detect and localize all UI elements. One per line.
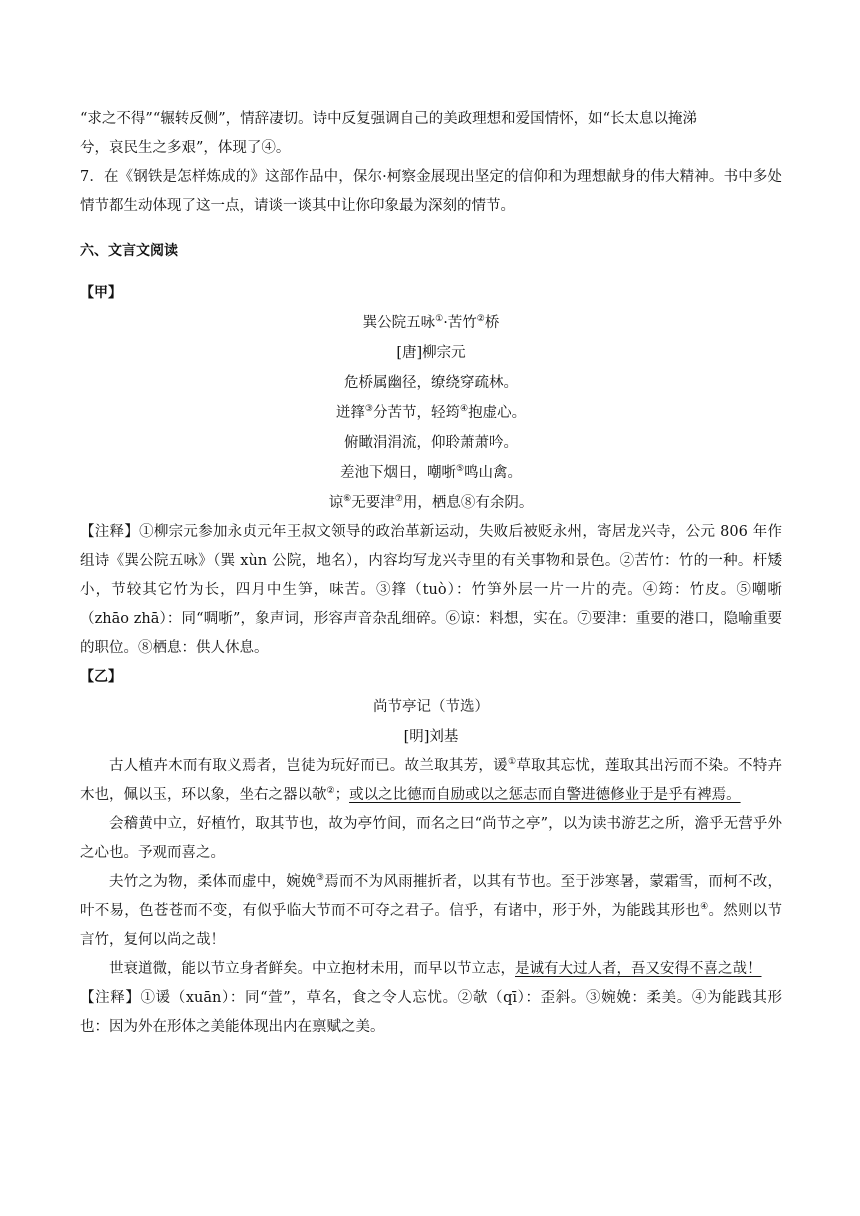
essay-paragraph-1: 古人植卉木而有取义焉者，岂徒为玩好而已。故兰取其芳，谖①草取其忘忧，莲取其出污而不染。不特卉木也，佩以玉，环以象，坐右之器以欹②；或以之比德而自励或以之惩志而自警进德修业于是乎有裨焉。 [80,757,783,803]
prev-answer-line-1: “求之不得”“辗转反侧”，情辞凄切。诗中反复强调自己的美政理想和爱国情怀，如“长太息以掩涕 [80,111,698,127]
poem-line: 谅⑥无要津⑦用，栖息⑧有余阴。 [328,494,534,511]
underlined-sentence: 是诚有大过人者，吾又安得不喜之哉！ [515,961,762,977]
poem-author: [唐]柳宗元 [396,345,466,361]
yi-label: 【乙】 [80,669,122,685]
jia-label: 【甲】 [80,285,122,301]
document-page [80,105,782,1042]
emphasis-char: 以 [472,874,487,890]
prev-answer-line-2: 兮，哀民生之多艰”，体现了④。 [80,140,291,156]
question-7: 7．在《钢铁是怎样炼成的》这部作品中，保尔·柯察金展现出坚定的信仰和为理想献身的伟大精神。书中多处情节都生动体现了这一点，请谈一谈其中让你印象最为深刻的情节。 [80,169,782,214]
jia-notes: 【注释】①柳宗元参加永贞元年王叔文领导的政治革新运动，失败后被贬永州，寄居龙兴寺，公元 806 年作组诗《巽公院五咏》（巽 xùn 公院，地名），内容均写龙兴寺里的有关事物和景色。②苦竹：竹的一种。杆矮小，节较其它竹为长，四月中生笋，味苦。③箨（tuò）：竹笋外层一片一片的壳。④筠：竹皮。⑤嘲哳（zhāo zhā）：同“啁哳”，象声词，形容声音杂乱细碎。⑥谅：料想，实在。⑦要津：重要的港口，隐喻重要的职位。⑧栖息：供人休息。 [80,524,782,656]
poem [80,308,782,518]
poem-line: 俯瞰涓涓流，仰聆萧萧吟。 [344,435,518,451]
emphasis-char: 特 [752,758,768,774]
poem-line: 差池下烟日，嘲哳⑤鸣山禽。 [339,464,523,481]
yi-notes: 【注释】①谖（xuān）：同“萱”，草名，食之令人忘忧。②欹（qī）：歪斜。③婉娩：柔美。④为能践其形也：因为外在形体之美能体现出内在禀赋之美。 [80,990,782,1035]
essay-paragraph-4: 世衰道微，能以节立身者鲜矣。中立抱材未用，而早以节立志，是诚有大过人者，吾又安得不喜之哉！ [109,961,762,977]
essay-paragraph-2: 会稽黄中立，好植竹，取其节也，故为亭竹间，而名之曰“尚节之亭”，以为读书游艺之所，澹乎无营乎外之心也。予观而喜之。 [80,816,782,861]
emphasis-char: 形 [552,903,568,919]
essay-author: [明]刘基 [403,729,459,745]
emphasis-char: 坐 [239,787,254,803]
poem-title: 巽公院五咏①·苦竹②桥 [362,314,500,331]
underlined-sentence: 或以之比德而自励或以之惩志而自警进德修业于是乎有裨焉。 [349,787,741,803]
essay-paragraph-3: 夫竹之为物，柔体而虚中，婉娩③焉而不为风雨摧折者，以其有节也。至于涉寒暑，蒙霜雪，而柯不改，叶不易，色苍苍而不变，有似乎临大节而不可夺之君子。信乎，有诸中，形于外，为能践其形也④。然则以节言竹，复何以尚之哉！ [80,873,783,948]
essay-title: 尚节亭记（节选） [373,699,489,715]
section-title: 六、文言文阅读 [80,243,178,259]
poem-line: 迸箨③分苦节，轻筠④抱虚心。 [335,404,527,421]
poem-line: 危桥属幽径，缭绕穿疏林。 [344,375,518,391]
